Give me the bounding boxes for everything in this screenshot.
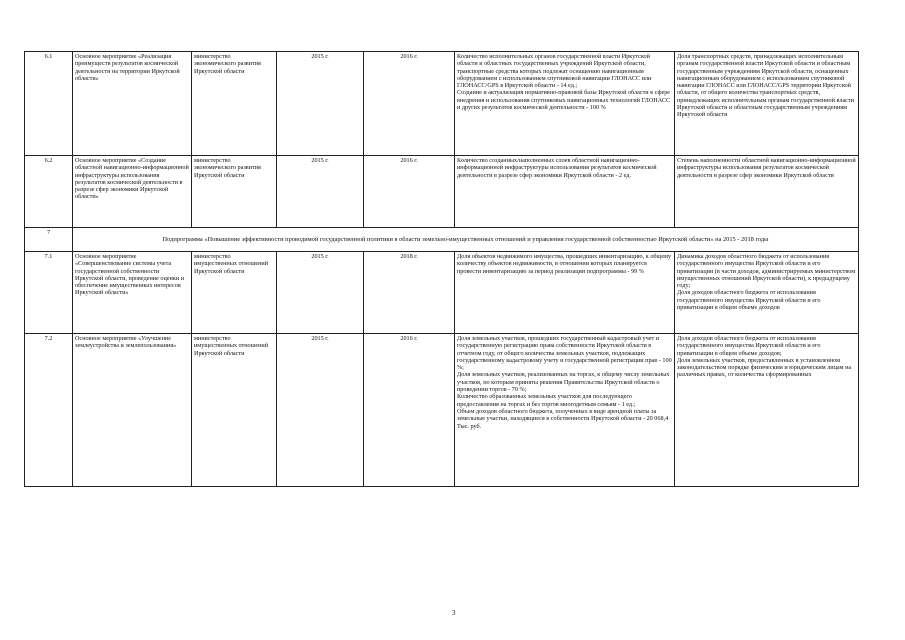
executor-cell: министерство имущественных отношений Иркутской области bbox=[192, 252, 277, 334]
indicators-cell bbox=[455, 334, 675, 487]
indicator-text: Доля земельных участков, прошедших государственный кадастровый учет и государственную регистрацию права собственности Иркутской области в отчетном году, от общего количества земельных участков, подлежащих государственному кадастровому учету и государственной регистрации прав - 100 %; bbox=[457, 335, 672, 372]
event-cell: Основное мероприятие «Совершенствование системы учета государственной собственности Иркутской области, проведение оценки и обеспечение имущественных интересов Иркутской области» bbox=[73, 252, 192, 334]
start-year-cell: 2015 г. bbox=[277, 156, 364, 228]
indicator-text: Доля объектов недвижимого имущества, прошедших инвентаризацию, к общему количеству объектов недвижимости, в отношении которых планируется провести инвентаризацию за период реализации подпрограммы - 99 % bbox=[457, 253, 672, 275]
links-cell bbox=[675, 156, 859, 228]
indicator-text: Количество созданных/наполненных слоев областной навигационно-информационной инфраструктуры использования результатов космической деятельности в разрезе сфер экономики Иркутской области - 2 ед. bbox=[457, 157, 657, 179]
indicator-text: Создание и актуализация нормативно-правовой базы Иркутской области в сфере внедрения и использования спутниковых навигационных технологий ГЛОНАСС и других результатов космической деятельности - 100 % bbox=[457, 89, 671, 112]
table-row bbox=[25, 252, 859, 334]
subprogram-title: Подпрограмма «Повышение эффективности проводимой государственной политики в области земельно-имущественных отношений и управления государственной собственностью Иркутской области» на 2015 - 2018 годы bbox=[73, 228, 859, 252]
row-number: 7.1 bbox=[25, 252, 73, 334]
link-text: Доля транспортных средств, принадлежащих исполнительным органам государственной власти Иркутской области и областным государственным учреждениям Иркутской области, оснащенных навигационным оборудованием с использованием спутниковой навигации ГЛОНАСС или ГЛОНАСС/GPS территории Иркутской области, от общего количества транспортных средств, принадлежащих исполнительным органам государственной власти Иркутской области и областным государственным учреждениям Иркутской области bbox=[677, 53, 854, 119]
link-text: Степень наполненности областной навигационно-информационной инфраструктуры использования результатов космической деятельности в разрезе сфер экономики Иркутской области bbox=[677, 157, 856, 179]
links-cell bbox=[675, 334, 859, 487]
start-year-cell: 2015 г. bbox=[277, 252, 364, 334]
link-text: Динамика доходов областного бюджета от использования государственного имущества Иркутской области и его приватизации (в части доходов, администрируемых министерством имущественных отношений Иркутской области), к предыдущему году; bbox=[677, 253, 856, 290]
executor-cell: министерство экономического развития Иркутской области bbox=[192, 52, 277, 156]
indicator-text: Количество образованных земельных участков для последующего предоставления на торгах и без торгов многодетным семьям - 1 ед.; bbox=[457, 393, 636, 408]
row-number: 7.2 bbox=[25, 334, 73, 487]
page-number: 3 bbox=[452, 609, 456, 617]
link-text: Доля доходов областного бюджета от использования государственного имущества Иркутской области и его приватизации в общем объеме доходов; bbox=[677, 335, 821, 357]
start-year-cell: 2015 г. bbox=[277, 52, 364, 156]
subprogram-number: 7 bbox=[25, 228, 73, 252]
event-cell: Основное мероприятие «Улучшение землеустройства и землепользования» bbox=[73, 334, 192, 487]
link-text: Доля доходов областного бюджета от использования государственного имущества Иркутской области и его приватизации в общем объеме доходов bbox=[677, 289, 821, 312]
indicators-cell bbox=[455, 252, 675, 334]
table-row bbox=[25, 52, 859, 156]
indicator-text: Доля земельных участков, реализованных на торгах, к общему числу земельных участков, по которым приняты решения Правительства Иркутской области о проведении торгов - 70 %; bbox=[457, 371, 670, 394]
indicator-text: Объем доходов областного бюджета, полученных в виде арендной платы за земельные участки, находящиеся в собственности Иркутской области - 20 068,4 Тыс. руб. bbox=[457, 407, 669, 430]
program-table bbox=[24, 51, 859, 487]
start-year-cell: 2015 г. bbox=[277, 334, 364, 487]
link-text: Доля земельных участков, предоставленных в установленном законодательством порядке физическим и юридическим лицам на различных правах, от количества сформированных bbox=[677, 356, 852, 379]
executor-cell: министерство экономического развития Иркутской области bbox=[192, 156, 277, 228]
table-row bbox=[25, 156, 859, 228]
links-cell bbox=[675, 252, 859, 334]
event-cell: Основное мероприятие «Реализация преимуществ результатов космической деятельности на территории Иркутской области» bbox=[73, 52, 192, 156]
executor-cell: министерство имущественных отношений Иркутской области bbox=[192, 334, 277, 487]
end-year-cell: 2016 г. bbox=[364, 334, 455, 487]
subprogram-row bbox=[25, 228, 859, 252]
indicators-cell bbox=[455, 156, 675, 228]
end-year-cell: 2016 г. bbox=[364, 156, 455, 228]
end-year-cell: 2016 г. bbox=[364, 52, 455, 156]
end-year-cell: 2018 г. bbox=[364, 252, 455, 334]
row-number: 6.1 bbox=[25, 52, 73, 156]
links-cell bbox=[675, 52, 859, 156]
indicator-text: Количество исполнительных органов государственной власти Иркутской области и областных государственных учреждений Иркутской области, транспортные средства которых подлежат оснащению навигационным оборудованием с использованием спутниковой навигации ГЛОНАСС или ГЛОНАСС/GPS в Иркутской области - 14 ед.; bbox=[457, 53, 652, 90]
event-cell: Основное мероприятие «Создание областной навигационно-информационной инфраструктуры использования результатов космической деятельности в разрезе сфер экономики Иркутской области» bbox=[73, 156, 192, 228]
indicators-cell bbox=[455, 52, 675, 156]
table-row bbox=[25, 334, 859, 487]
row-number: 6.2 bbox=[25, 156, 73, 228]
